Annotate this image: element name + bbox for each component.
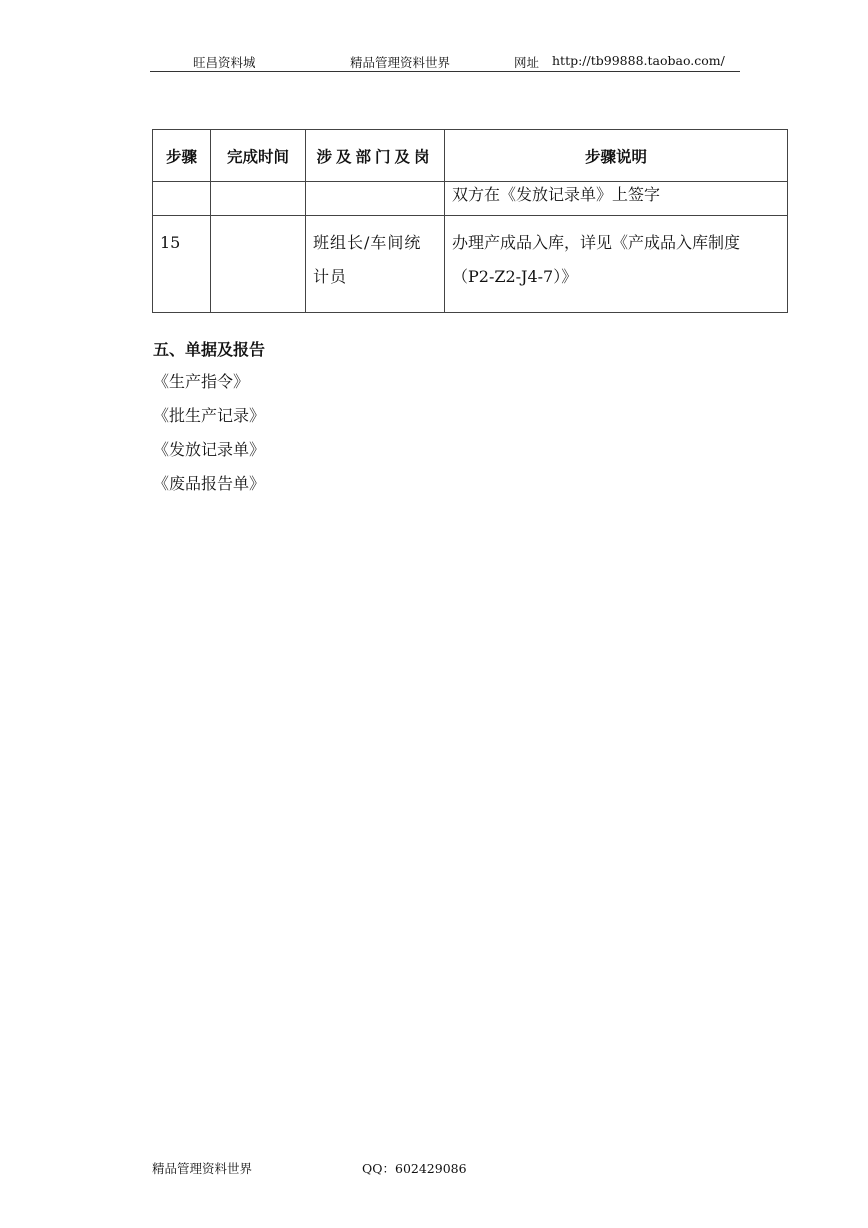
- header-time: 完成时间: [211, 130, 306, 182]
- cell-step: [153, 182, 211, 216]
- section-title: 五、单据及报告: [153, 340, 266, 359]
- footer-qq-text: QQ：602429086: [362, 1161, 467, 1176]
- cell-dept: [306, 182, 445, 216]
- list-item: 《废品报告单》: [153, 474, 266, 493]
- page-header: [150, 52, 740, 72]
- document-list: [153, 368, 265, 504]
- cell-step: 15: [153, 216, 211, 313]
- footer-left-text: 精品管理资料世界: [152, 1161, 253, 1176]
- header-url-link[interactable]: http://tb99888.taobao.com/: [552, 53, 725, 68]
- list-item: 《批生产记录》: [153, 406, 266, 425]
- header-dept: 涉及部门及岗: [306, 130, 445, 182]
- table-row: [153, 182, 788, 216]
- header-url-label: 网址: [514, 55, 540, 70]
- table-row: [153, 216, 788, 313]
- cell-dept: 班组长/车间统计员: [306, 216, 445, 313]
- header-step: 步骤: [153, 130, 211, 182]
- header-left-text: 旺昌资料城: [193, 55, 256, 70]
- list-item: 《发放记录单》: [153, 440, 266, 459]
- header-center-text: 精品管理资料世界: [350, 55, 451, 70]
- header-divider: [150, 71, 740, 72]
- cell-desc: 双方在《发放记录单》上签字: [445, 182, 788, 216]
- steps-table: [152, 129, 788, 313]
- table-header-row: [153, 130, 788, 182]
- cell-desc: 办理产成品入库，详见《产成品入库制度（P2-Z2-J4-7）》: [445, 216, 788, 313]
- header-desc: 步骤说明: [445, 130, 788, 182]
- cell-time: [211, 182, 306, 216]
- list-item: 《生产指令》: [153, 372, 250, 391]
- cell-time: [211, 216, 306, 313]
